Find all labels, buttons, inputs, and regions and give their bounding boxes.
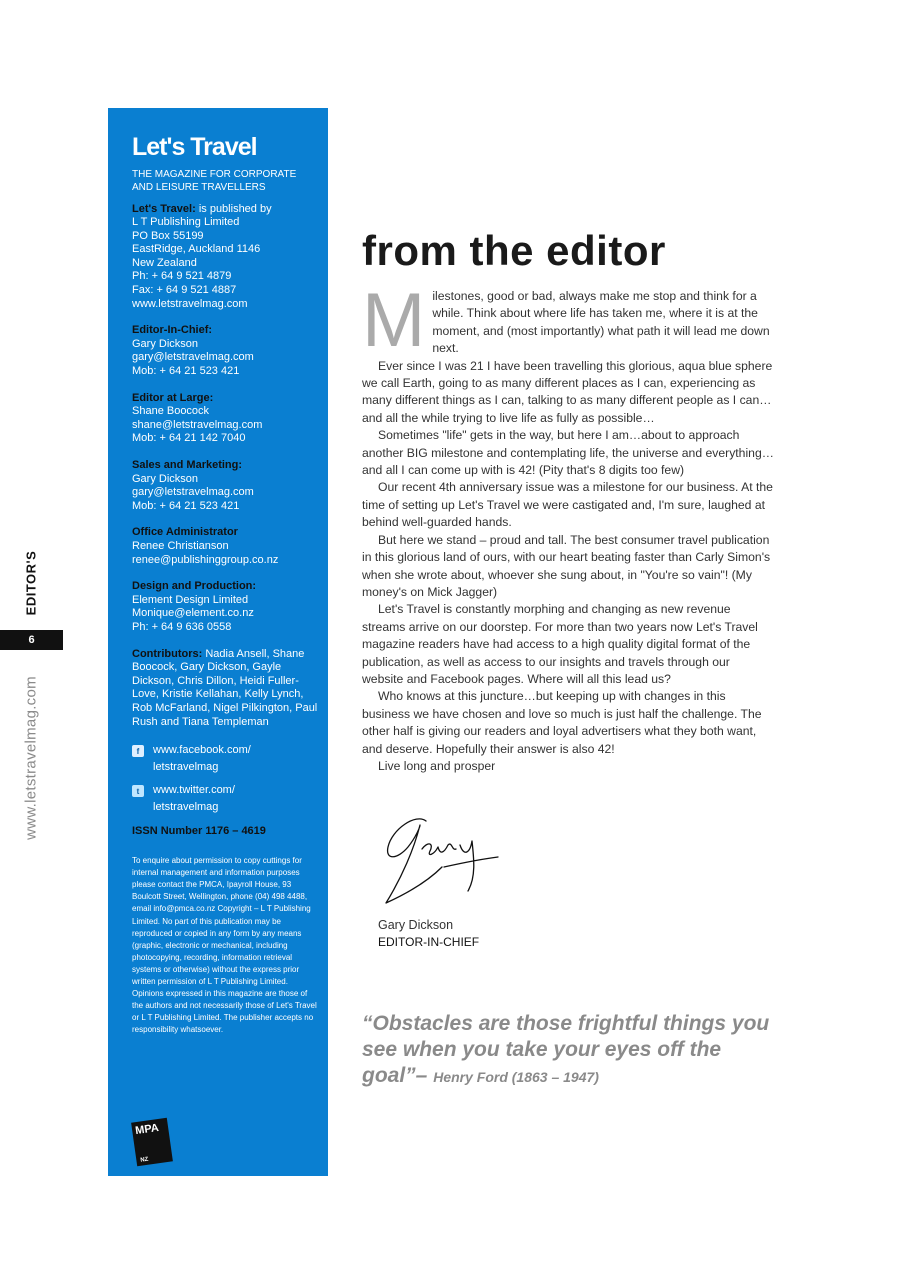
paragraph: But here we stand – proud and tall. The best consumer travel publication in this glorious land of ours, with our heart beating faster than Carly Simon's when she wrote about, whoever she sung about, in "You're so vain"! (My money's on Mick Jagger) bbox=[362, 532, 771, 599]
paragraph: Who knows at this juncture…but keeping up with changes in this business we have chosen and love so much is just half the challenge. The other half is giving our readers and loyal advertisers what they both want, and deserve. Hopefully their answer is also 42! bbox=[362, 689, 762, 756]
email-link[interactable]: shane@letstravelmag.com bbox=[132, 418, 263, 431]
website-link[interactable]: www.letstravelmag.com bbox=[132, 297, 248, 310]
copyright-notice: To enquire about permission to copy cuttings for internal management and information purposes please contact the PMCA, Ipayroll House, 93 Boulcott Street, Wellington, phone (04) 498 4488, email info@pmca.co.nz Copyright – L T Publishing Limited. No part of this publication may be reproduced or copied in any form by any means (graphic, electronic or mechanical, including photocopying, recording, information retrieval systems or otherwise) without the express prior written permission of L T Publishing Limited. Opinions expressed in this magazine are those of the authors and not necessarily those of Let's Travel or L T Publishing Limited. The publisher accepts no responsibility whatsoever. bbox=[132, 856, 317, 1035]
mpa-logo: MPA NZ bbox=[131, 1118, 173, 1167]
page-title: from the editor bbox=[362, 227, 666, 274]
facebook-link[interactable]: f www.facebook.com/ letstravelmag bbox=[132, 742, 318, 776]
tagline: THE MAGAZINE FOR CORPORATE AND LEISURE TRAVELLERS bbox=[132, 168, 297, 193]
section-label: EDITOR'S bbox=[23, 550, 39, 616]
masthead-sidebar bbox=[108, 108, 328, 1176]
twitter-icon: t bbox=[132, 785, 144, 797]
editor-at-large-block: Editor at Large: Shane Boocock shane@letstravelmag.com Mob: + 64 21 142 7040 bbox=[132, 392, 318, 446]
design-block: Design and Production: Element Design Limited Monique@element.co.nz Ph: + 64 9 636 0558 bbox=[132, 580, 318, 634]
facebook-icon: f bbox=[132, 745, 144, 757]
brand-logo: Let's Travel bbox=[132, 133, 257, 161]
email-link[interactable]: Monique@element.co.nz bbox=[132, 607, 254, 620]
quote-text: “Obstacles are those frightful things you see when you take your eyes off the goal”– bbox=[362, 1012, 770, 1087]
paragraph: Sometimes "life" gets in the way, but here I am…about to approach another BIG milestone and contemplating life, the universe and everything…and all I can come up with is 42! (Pity that's 8 digits too few) bbox=[362, 428, 774, 478]
author-name: Gary Dickson bbox=[378, 918, 454, 932]
email-link[interactable]: gary@letstravelmag.com bbox=[132, 351, 254, 364]
author-title: EDITOR-IN-CHIEF bbox=[378, 935, 480, 949]
email-link[interactable]: gary@letstravelmag.com bbox=[132, 486, 254, 499]
signature-image bbox=[378, 815, 503, 910]
website-vertical: www.letstravelmag.com bbox=[22, 675, 40, 840]
page-number: 6 bbox=[0, 630, 63, 650]
office-block: Office Administrator Renee Christianson renee@publishinggroup.co.nz bbox=[132, 526, 318, 567]
sales-block: Sales and Marketing: Gary Dickson gary@letstravelmag.com Mob: + 64 21 523 421 bbox=[132, 459, 318, 513]
paragraph: Our recent 4th anniversary issue was a milestone for our business. At the time of setting up Let's Travel we were castigated and, I'm sure, laughed at behind well-guarded hands. bbox=[362, 480, 773, 530]
paragraph: Milestones, good or bad, always make me stop and think for a while. Think about where life has taken me, where it is at the moment, and (most importantly) what path it will lead me down next. bbox=[362, 278, 770, 363]
issn-number: ISSN Number 1176 – 4619 bbox=[132, 825, 266, 838]
signoff: Live long and prosper bbox=[378, 758, 496, 773]
editor-in-chief-block: Editor-In-Chief: Gary Dickson gary@letstravelmag.com Mob: + 64 21 523 421 bbox=[132, 324, 318, 378]
drop-cap: M bbox=[362, 278, 426, 363]
contributors-block: Contributors: Nadia Ansell, Shane Boocock, Gary Dickson, Gayle Dickson, Chris Dillon, Heidi Fuller-Love, Kristie Kellahan, Kelly Lynch, Rob McFarland, Nigel Pilkington, Paul Rush and Tiana Templeman bbox=[132, 647, 318, 728]
paragraph: Let's Travel is constantly morphing and changing as new revenue streams arrive on our doorstep. For more than two years now Let's Travel magazine readers have had access to a high quality digital format of the publication, as well as access to our insights and travels through our website and Facebook pages. Where will all this lead us? bbox=[362, 602, 758, 686]
email-link[interactable]: renee@publishinggroup.co.nz bbox=[132, 553, 279, 566]
editorial-body bbox=[362, 278, 774, 775]
publisher-block: Let's Travel: is published by L T Publishing Limited PO Box 55199 EastRidge, Auckland 1146 New Zealand Ph: + 64 9 521 4879 Fax: + 64 9 521 4887 www.letstravelmag.com bbox=[132, 203, 318, 312]
quote-attribution: Henry Ford (1863 – 1947) bbox=[433, 1069, 599, 1085]
twitter-link[interactable]: t www.twitter.com/ letstravelmag bbox=[132, 782, 318, 816]
paragraph: Ever since I was 21 I have been travelling this glorious, aqua blue sphere we call Earth, going to as many different places as I can, experiencing as many different things as I can, talking to as many different people as I can…and all the while trying to live life as fully as possible… bbox=[362, 358, 773, 425]
pull-quote bbox=[362, 1011, 792, 1090]
